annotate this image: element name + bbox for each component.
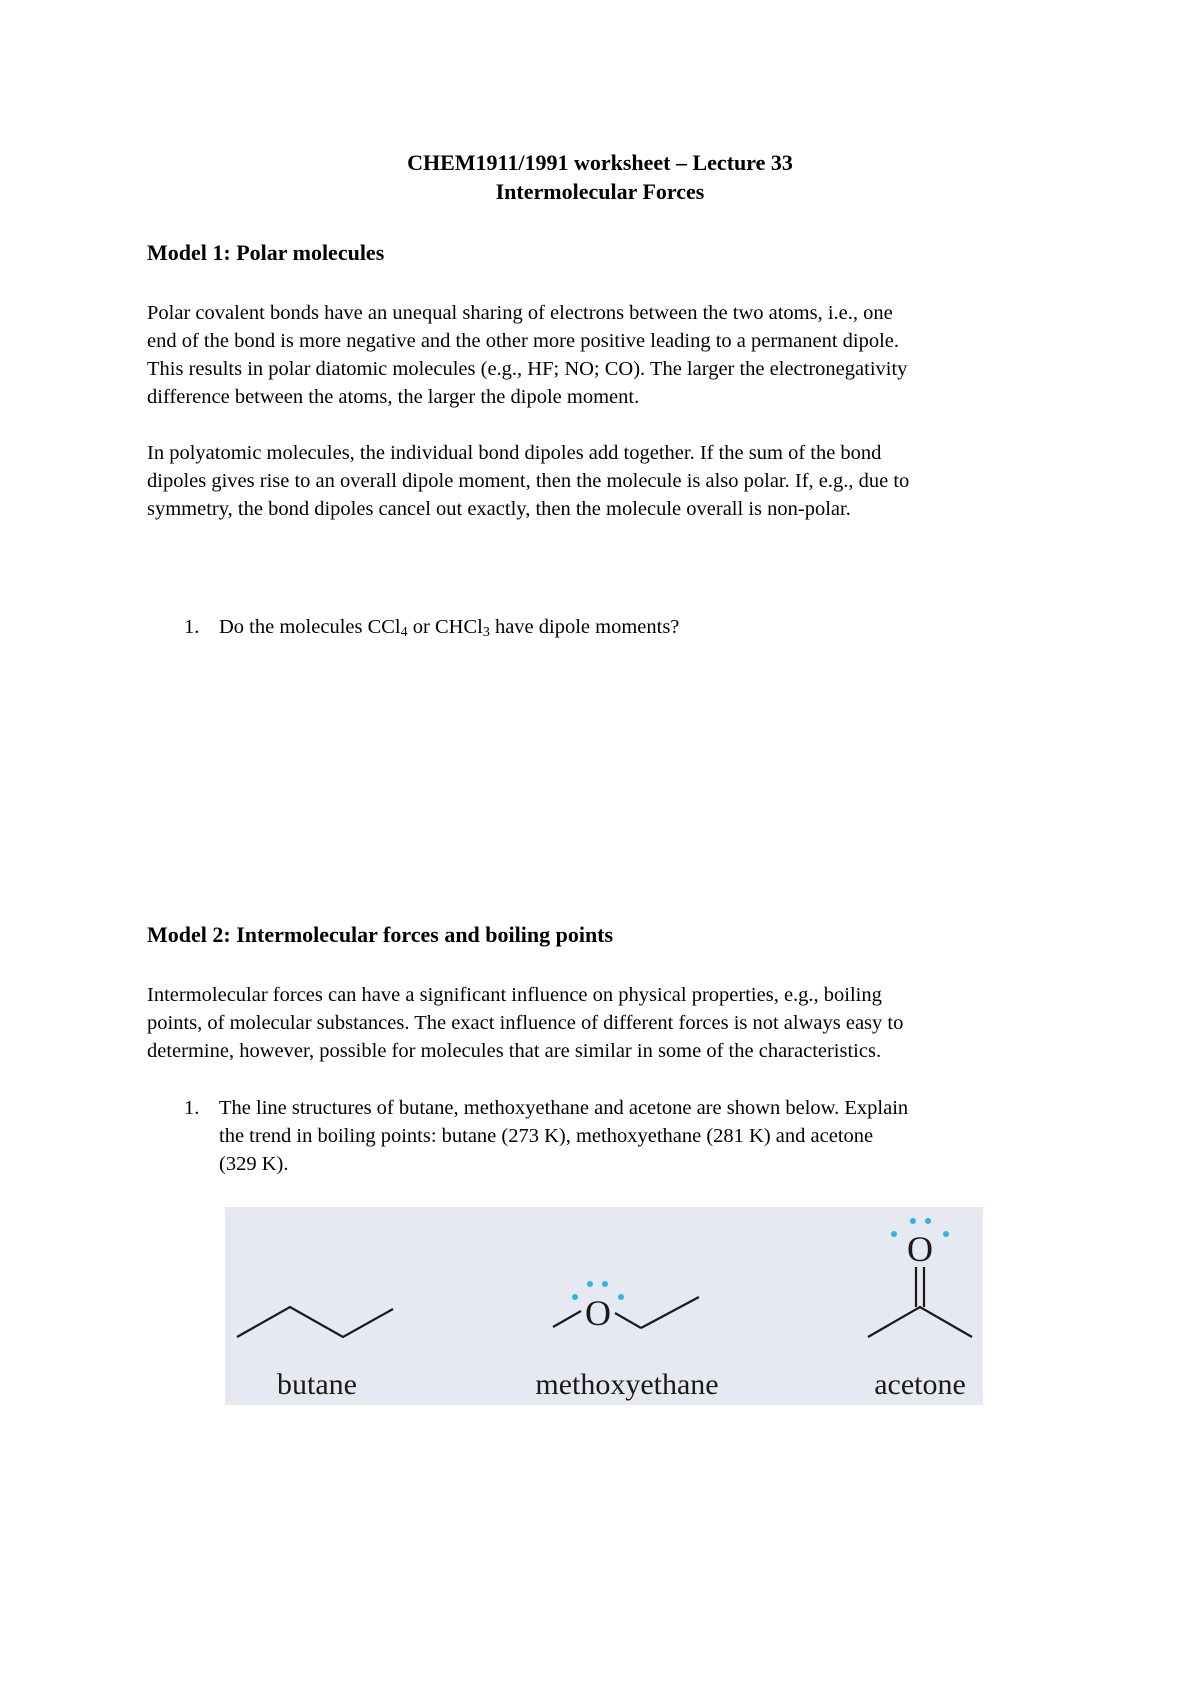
subscript: 4 xyxy=(400,625,408,640)
text-line: end of the bond is more negative and the other more positive leading to a permanent dipole. xyxy=(147,330,900,352)
methoxyethane-structure xyxy=(535,1281,718,1401)
text-line: This results in polar diatomic molecules (e.g., HF; NO; CO). The larger the electronegativity xyxy=(147,358,908,380)
question-number: 1. xyxy=(184,1097,200,1119)
question-text-part: have dipole moments? xyxy=(489,616,680,638)
question-text xyxy=(219,1094,1079,1178)
text-line: The line structures of butane, methoxyethane and acetone are shown below. Explain xyxy=(219,1097,909,1119)
molecule-diagram xyxy=(225,1207,983,1405)
text-line: dipoles gives rise to an overall dipole moment, then the molecule is also polar. If, e.g., due to xyxy=(147,470,910,492)
bond xyxy=(553,1311,581,1327)
butane-skeleton xyxy=(237,1307,393,1337)
text-line: determine, however, possible for molecules that are similar in some of the characteristics. xyxy=(147,1040,882,1062)
model2-heading: Model 2: Intermolecular forces and boiling points xyxy=(147,922,614,947)
oxygen-atom: O xyxy=(585,1293,611,1333)
worksheet-title xyxy=(0,148,1200,206)
acetone-structure xyxy=(868,1218,972,1401)
text-line: the trend in boiling points: butane (273 K), methoxyethane (281 K) and acetone xyxy=(219,1125,874,1147)
question-text-part: Do the molecules CCl xyxy=(219,616,401,638)
acetone-skeleton xyxy=(868,1307,972,1337)
model1-heading: Model 1: Polar molecules xyxy=(147,240,385,265)
text-line: difference between the atoms, the larger the dipole moment. xyxy=(147,386,640,408)
text-line: (329 K). xyxy=(219,1153,289,1175)
bond xyxy=(615,1313,641,1328)
acetone-label: acetone xyxy=(874,1368,966,1401)
model1-paragraph-1 xyxy=(147,299,1077,411)
oxygen-atom: O xyxy=(907,1229,933,1269)
question-text xyxy=(219,613,1079,641)
subscript: 3 xyxy=(482,625,490,640)
question-text-part: or CHCl xyxy=(407,616,483,638)
title-line-1: CHEM1911/1991 worksheet – Lecture 33 xyxy=(407,150,793,175)
line-structures-figure xyxy=(225,1207,983,1405)
text-line: In polyatomic molecules, the individual bond dipoles add together. If the sum of the bond xyxy=(147,442,882,464)
text-line: Intermolecular forces can have a significant influence on physical properties, e.g., boiling xyxy=(147,984,882,1006)
text-line: symmetry, the bond dipoles cancel out exactly, then the molecule overall is non-polar. xyxy=(147,498,851,520)
model2-paragraph xyxy=(147,981,1077,1065)
bond xyxy=(641,1297,699,1328)
text-line: Polar covalent bonds have an unequal sharing of electrons between the two atoms, i.e., one xyxy=(147,302,893,324)
butane-label: butane xyxy=(277,1368,357,1401)
question-number: 1. xyxy=(184,616,200,638)
model1-paragraph-2 xyxy=(147,439,1077,523)
title-line-2: Intermolecular Forces xyxy=(495,179,705,204)
text-line: points, of molecular substances. The exact influence of different forces is not always easy to xyxy=(147,1012,904,1034)
butane-structure xyxy=(237,1307,393,1401)
methoxyethane-label: methoxyethane xyxy=(535,1368,719,1401)
